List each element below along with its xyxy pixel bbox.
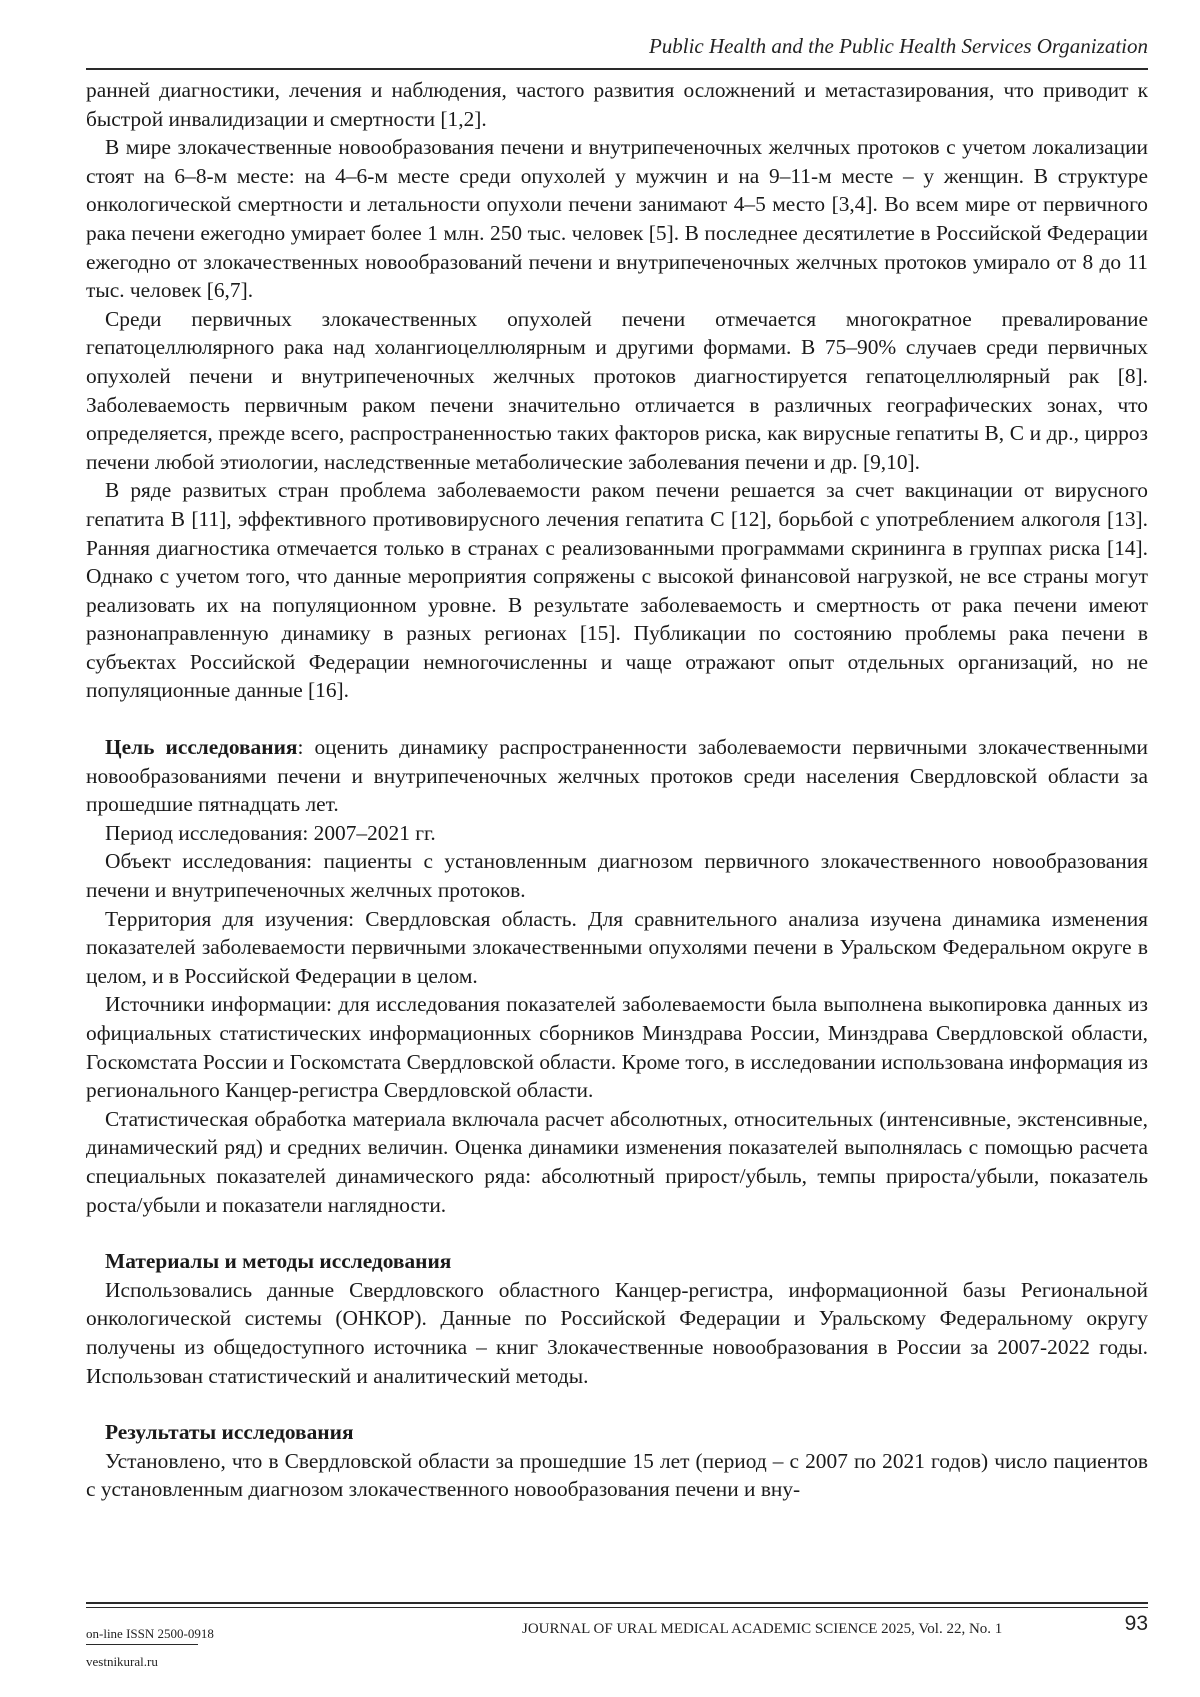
paragraph-object: Объект исследования: пациенты с установленным диагнозом первичного злокачественного новообразования печени и внутрипеченочных желчных протоков. bbox=[86, 849, 1148, 903]
results-heading: Результаты исследования bbox=[105, 1420, 354, 1445]
journal-name: JOURNAL OF URAL MEDICAL ACADEMIC SCIENCE 2025, Vol. 22, No. 1 bbox=[522, 1621, 1003, 1637]
footer-rule bbox=[86, 1602, 1148, 1604]
methods-heading: Материалы и методы исследования bbox=[105, 1249, 452, 1274]
paragraph-world-statistics: В мире злокачественные новообразования печени и внутрипеченочных желчных протоков с учетом локализации стоят на 6–8-м месте: на 4–6-м месте среди опухолей у мужчин и на 9–11-м месте – у женщин. В структуре онкологической смертности и летальности опухоли печени занимают 4–5 место [3,4]. Во всем мире от первичного рака печени ежегодно умирает более 1 млн. 250 тыс. человек [5]. В последнее десятилетие в Российской Федерации ежегодно от злокачественных новообразований печени и внутрипеченочных желчных протоков умирало от 8 до 11 тыс. человек [6,7]. bbox=[86, 135, 1148, 303]
page-number: 93 bbox=[1124, 1612, 1148, 1635]
issn-underline bbox=[86, 1644, 198, 1645]
paragraph-territory: Территория для изучения: Свердловская область. Для сравнительного анализа изучена динамика изменения показателей заболеваемости первичными злокачественными опухолями печени в Уральском Федеральном округе в целом, и в Российской Федерации в целом. bbox=[86, 906, 1148, 988]
footer-rule-thin bbox=[86, 1607, 1148, 1608]
paragraph-continuation: ранней диагностики, лечения и наблюдения, частого развития осложнений и метастазирования, что приводит к быстрой инвалидизации и смертности [1,2]. bbox=[86, 78, 1148, 131]
website: vestnikural.ru bbox=[86, 1654, 158, 1669]
paragraph-sources: Источники информации: для исследования показателей заболеваемости была выполнена выкопировка данных из официальных статистических информационных сборников Минздрава России, Минздрава Свердловской области, Госкомстата России и Госкомстата Свердловской области. Кроме того, в исследовании использована информация из регионального Канцер-регистра Свердловской области. bbox=[86, 992, 1148, 1103]
aim-label: Цель исследования bbox=[105, 735, 298, 760]
article-body bbox=[86, 76, 1148, 1504]
issn: on-line ISSN 2500-0918 bbox=[86, 1626, 214, 1641]
aim-text: : оценить динамику распространенности заболеваемости первичными злокачественными новообразованиями печени и внутрипеченочных желчных протоков среди населения Свердловской области за прошедшие пятнадцать лет. bbox=[86, 735, 1148, 817]
paragraph-primary-tumors: Среди первичных злокачественных опухолей печени отмечается многократное превалирование гепатоцеллюлярного рака над холангиоцеллюлярным и другими формами. В 75–90% случаев среди первичных опухолей печени и внутрипеченочных желчных протоков диагностируется гепатоцеллюлярный рак [8]. Заболеваемость первичным раком печени значительно отличается в различных географических зонах, что определяется, прежде всего, распространенностью таких факторов риска, как вирусные гепатиты В, С и др., цирроз печени любой этиологии, наследственные метаболические заболевания печени и др. [9,10]. bbox=[86, 306, 1148, 474]
paragraph-results: Установлено, что в Свердловской области за прошедшие 15 лет (период – с 2007 по 2021 годов) число пациентов с установленным диагнозом злокачественного новообразования печени и вну- bbox=[86, 1448, 1148, 1502]
running-header: Public Health and the Public Health Services Organization bbox=[648, 34, 1148, 58]
paragraph-period: Период исследования: 2007–2021 гг. bbox=[105, 820, 436, 845]
paragraph-aim bbox=[86, 733, 1148, 819]
paragraph-methods: Использовались данные Свердловского областного Канцер-регистра, информационной базы Региональной онкологической системы (ОНКОР). Данные по Российской Федерации и Уральскому Федеральному округу получены из общедоступного источника – книг Злокачественные новообразования в России за 2007-2022 годы. Использован статистический и аналитический методы. bbox=[86, 1277, 1148, 1388]
paragraph-statistics: Статистическая обработка материала включала расчет абсолютных, относительных (интенсивные, экстенсивные, динамический ряд) и средних величин. Оценка динамики изменения показателей выполнялась с помощью расчета специальных показателей динамического ряда: абсолютный прирост/убыль, темпы прироста/убыли, показатель роста/убыли и показатели наглядности. bbox=[86, 1106, 1148, 1217]
paragraph-developed-countries: В ряде развитых стран проблема заболеваемости раком печени решается за счет вакцинации от вирусного гепатита В [11], эффективного противовирусного лечения гепатита С [12], борьбой с употреблением алкоголя [13]. Ранняя диагностика отмечается только в странах с реализованными программами скрининга в группах риска [14]. Однако с учетом того, что данные мероприятия сопряжены с высокой финансовой нагрузкой, не все страны могут реализовать их на популяционном уровне. В результате заболеваемость и смертность от рака печени имеют разнонаправленную динамику в разных регионах [15]. Публикации по состоянию проблемы рака печени в субъектах Российской Федерации немногочисленны и чаще отражают опыт отдельных организаций, но не популяционные данные [16]. bbox=[86, 478, 1148, 703]
header-rule bbox=[86, 68, 1148, 70]
